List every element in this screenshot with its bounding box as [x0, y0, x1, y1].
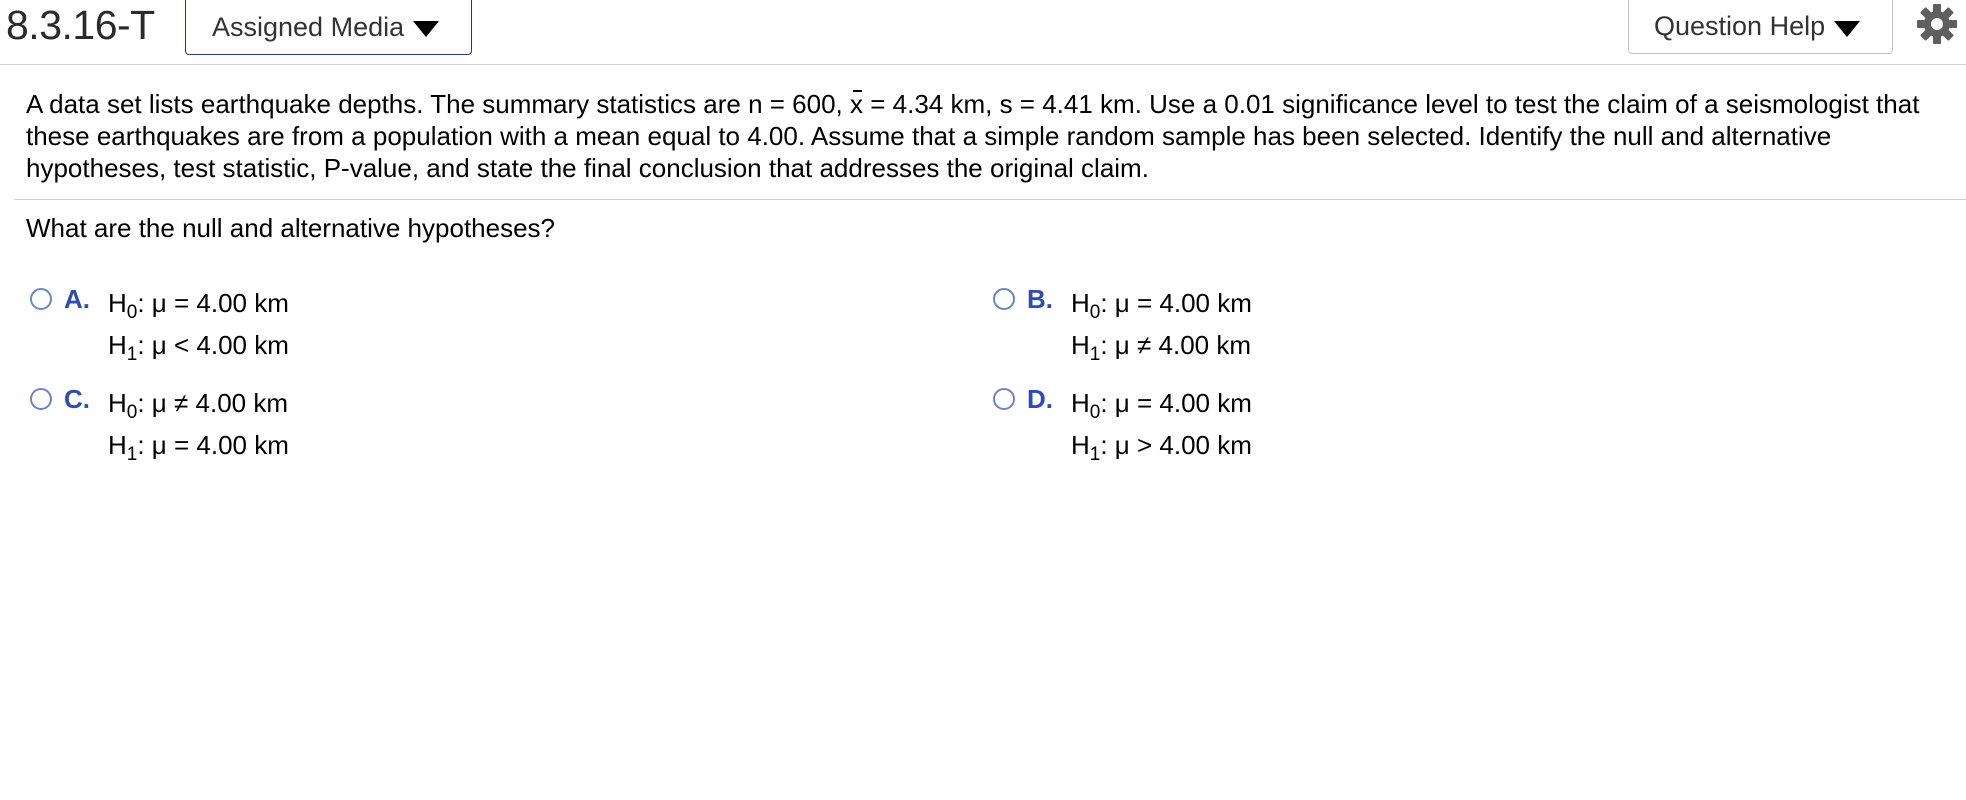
problem-statement — [26, 88, 1946, 184]
caret-down-icon — [1834, 21, 1860, 37]
option-hypotheses — [108, 282, 289, 366]
null-hypothesis: $H_0$: μ = 4.00 km — [1071, 388, 1252, 423]
alternative-hypothesis: $H_1$: μ > 4.00 km — [1071, 430, 1252, 465]
problem-text-part1: A data set lists earthquake depths. The summary statistics are n = 600, — [26, 89, 851, 119]
null-hypothesis: $H_0$: μ ≠ 4.00 km — [108, 388, 288, 423]
question-help-label: Question Help — [1654, 11, 1826, 41]
option-hypotheses — [1071, 282, 1252, 366]
option-b[interactable] — [993, 282, 1252, 366]
option-c[interactable] — [30, 382, 289, 466]
alternative-hypothesis: $H_1$: μ = 4.00 km — [108, 430, 289, 465]
assigned-media-button[interactable] — [185, 0, 472, 55]
null-hypothesis: $H_0$: μ = 4.00 km — [1071, 288, 1252, 323]
option-a[interactable] — [30, 282, 289, 366]
radio-button[interactable] — [993, 288, 1015, 310]
option-hypotheses — [108, 382, 289, 466]
radio-button[interactable] — [30, 288, 52, 310]
question-help-button[interactable] — [1628, 0, 1893, 54]
null-hypothesis: $H_0$: μ = 4.00 km — [108, 288, 289, 323]
divider — [14, 199, 1966, 200]
option-letter: C. — [64, 384, 90, 414]
problem-text-part2: = 4.34 km, s = 4.41 km. Use a 0.01 significance level to test the claim of a seismologist that these earthquakes are from a population with a mean equal to 4.00. Assume that a simple random sample has been selected. Identify the null and alternative hypotheses, test statistic, P-value, and state the final conclusion that addresses the original claim. — [26, 89, 1920, 183]
question-id: 8.3.16-T — [6, 2, 155, 48]
xbar-symbol: x — [850, 89, 864, 119]
option-letter: A. — [64, 284, 90, 314]
option-d[interactable] — [993, 382, 1252, 466]
alternative-hypothesis: $H_1$: μ < 4.00 km — [108, 330, 289, 365]
option-hypotheses — [1071, 382, 1252, 466]
radio-button[interactable] — [30, 388, 52, 410]
question-prompt: What are the null and alternative hypotheses? — [26, 213, 556, 243]
radio-button[interactable] — [993, 388, 1015, 410]
assigned-media-label: Assigned Media — [212, 11, 405, 42]
gear-icon[interactable] — [1915, 2, 1959, 46]
option-letter: B. — [1027, 284, 1053, 314]
option-letter: D. — [1027, 384, 1053, 414]
caret-down-icon — [413, 21, 439, 37]
alternative-hypothesis: $H_1$: μ ≠ 4.00 km — [1071, 330, 1251, 365]
top-bar — [0, 0, 1966, 65]
